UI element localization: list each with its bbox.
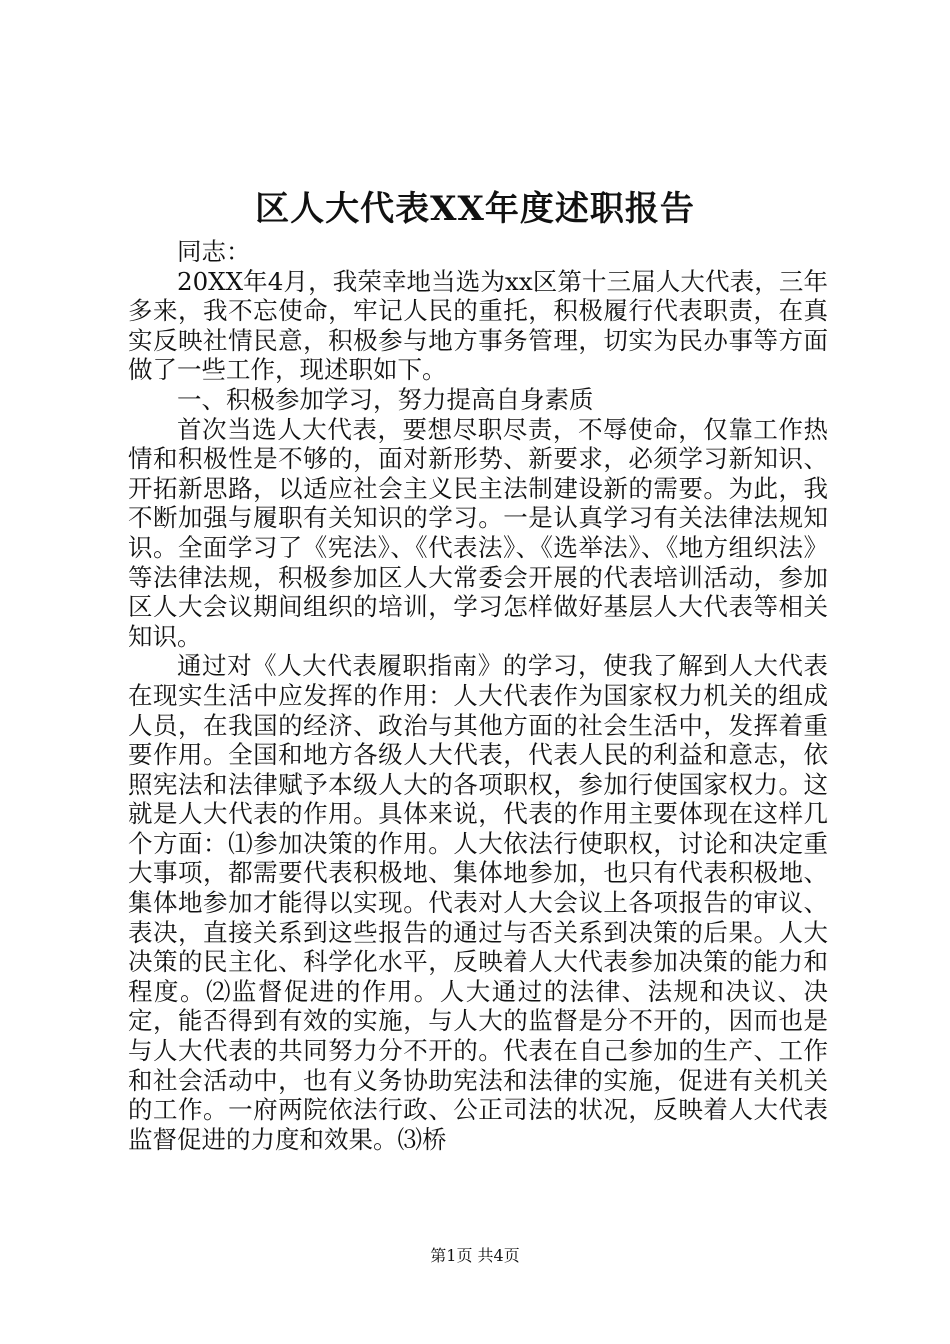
paragraph-role: 通过对《人大代表履职指南》的学习，使我了解到人大代表在现实生活中应发挥的作用：人大代表作为国家权力机关的组成人员，在我国的经济、政治与其他方面的社会生活中，发挥着重要作用。全国和地方各级人大代表，代表人民的利益和意志，依照宪法和法律赋予本级人大的各项职权，参加行使国家权力。这就是人大代表的作用。具体来说，代表的作用主要体现在这样几个方面：⑴参加决策的作用。人大依法行使职权，讨论和决定重大事项，都需要代表积极地、集体地参加，也只有代表积极地、集体地参加才能得以实现。代表对人大会议上各项报告的审议、表决，直接关系到这些报告的通过与否关系到决策的后果。人大决策的民主化、科学化水平，反映着人大代表参加决策的能力和程度。⑵监督促进的作用。人大通过的法律、法规和决议、决定，能否得到有效的实施，与人大的监督是分不开的，因而也是与人大代表的共同努力分不开的。代表在自己参加的生产、工作和社会活动中，也有义务协助宪法和法律的实施，促进有关机关的工作。一府两院依法行政、公正司法的状况，反映着人大代表监督促进的力度和效果。⑶桥 [128,651,828,1154]
page-number: 第1页 共4页 [430,1246,520,1265]
section-heading: 一、积极参加学习，努力提高自身素质 [177,384,594,414]
paragraph-intro: 20XX年4月，我荣幸地当选为xx区第十三届人大代表，三年多来，我不忘使命，牢记人民的重托，积极履行代表职责，在真实反映社情民意，积极参与地方事务管理，切实为民办事等方面做了一些工作，现述职如下。 [128,266,828,385]
document-title: 区人大代表XX年度述职报告 [255,189,695,229]
salutation: 同志： [177,237,251,266]
document-body [128,237,828,1154]
paragraph-study: 首次当选人大代表，要想尽职尽责，不辱使命，仅靠工作热情和积极性是不够的，面对新形势、新要求，必须学习新知识、开拓新思路，以适应社会主义民主法制建设新的需要。为此，我不断加强与履职有关知识的学习。一是认真学习有关法律法规知识。全面学习了《宪法》、《代表法》、《选举法》、《地方组织法》等法律法规，积极参加区人大常委会开展的代表培训活动，参加区人大会议期间组织的培训，学习怎样做好基层人大代表等相关知识。 [128,414,828,651]
